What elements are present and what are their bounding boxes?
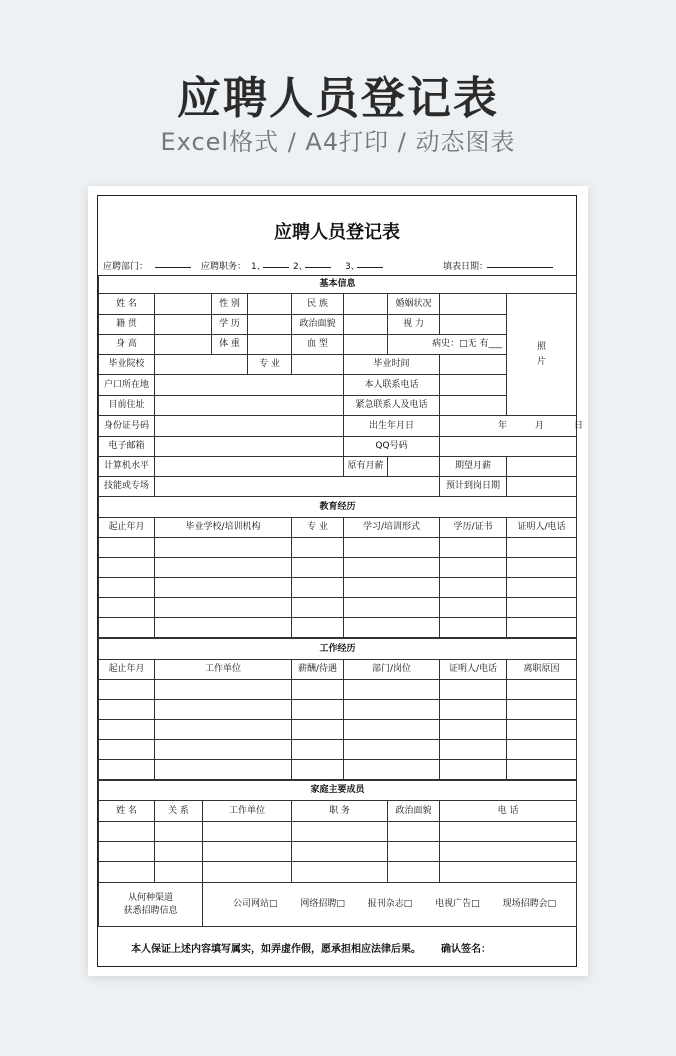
work-header: 薪酬/待遇 <box>292 660 344 680</box>
work-cell[interactable] <box>344 740 440 760</box>
label-major: 专 业 <box>248 355 292 375</box>
cell-gender[interactable] <box>248 294 292 315</box>
cell-email[interactable] <box>155 437 344 457</box>
family-header: 姓 名 <box>99 801 155 822</box>
cell-origin[interactable] <box>155 315 212 335</box>
edu-cell[interactable] <box>292 598 344 618</box>
family-cell[interactable] <box>155 842 203 862</box>
family-cell[interactable] <box>203 862 292 883</box>
edu-cell[interactable] <box>344 538 440 558</box>
table-row <box>99 598 577 618</box>
basic-info-table <box>98 275 584 497</box>
family-cell[interactable] <box>203 822 292 842</box>
work-cell[interactable] <box>440 760 507 780</box>
table-row <box>99 760 577 780</box>
cell-computer[interactable] <box>155 457 344 477</box>
work-cell[interactable] <box>155 740 292 760</box>
work-cell[interactable] <box>155 700 292 720</box>
work-header: 离职原因 <box>507 660 577 680</box>
edu-cell[interactable] <box>507 558 577 578</box>
label-grad-time: 毕业时间 <box>344 355 440 375</box>
photo-label-2: 片 <box>537 356 547 367</box>
work-header: 部门/岗位 <box>344 660 440 680</box>
edu-cell[interactable] <box>292 618 344 638</box>
label-email: 电子邮箱 <box>99 437 155 457</box>
cell-skills[interactable] <box>155 477 440 497</box>
birth-month-label: 月 <box>535 420 545 431</box>
work-cell[interactable] <box>440 700 507 720</box>
photo-label-1: 照 <box>537 341 547 352</box>
section-work: 工作经历 <box>99 639 577 660</box>
work-cell[interactable] <box>99 680 155 700</box>
cell-weight[interactable] <box>248 335 292 355</box>
work-cell[interactable] <box>155 720 292 740</box>
work-cell[interactable] <box>440 680 507 700</box>
edu-cell[interactable] <box>292 538 344 558</box>
edu-cell[interactable] <box>292 578 344 598</box>
work-header: 工作单位 <box>155 660 292 680</box>
source-option[interactable]: 公司网站□ <box>233 899 278 909</box>
position-1-line[interactable] <box>263 259 289 268</box>
position-3: 3、 <box>345 262 360 272</box>
family-cell[interactable] <box>292 822 388 842</box>
work-cell[interactable] <box>507 720 577 740</box>
work-cell[interactable] <box>507 680 577 700</box>
work-cell[interactable] <box>440 740 507 760</box>
work-cell[interactable] <box>155 680 292 700</box>
edu-cell[interactable] <box>440 538 507 558</box>
source-option[interactable]: 网络招聘□ <box>300 899 345 909</box>
cell-marital[interactable] <box>440 294 507 315</box>
work-cell[interactable] <box>155 760 292 780</box>
work-cell[interactable] <box>99 700 155 720</box>
edu-cell[interactable] <box>344 618 440 638</box>
cell-qq[interactable] <box>440 437 577 457</box>
work-cell[interactable] <box>507 740 577 760</box>
label-vision: 视 力 <box>388 315 440 335</box>
photo-box[interactable] <box>507 294 577 416</box>
label-marital: 婚姻状况 <box>388 294 440 315</box>
table-row <box>99 578 577 598</box>
edu-cell[interactable] <box>155 558 292 578</box>
table-row <box>99 720 577 740</box>
source-options <box>203 883 577 927</box>
work-cell[interactable] <box>99 760 155 780</box>
label-start-date: 预计到岗日期 <box>440 477 507 497</box>
edu-header: 学历/证书 <box>440 518 507 538</box>
edu-header: 毕业学校/培训机构 <box>155 518 292 538</box>
work-header: 证明人/电话 <box>440 660 507 680</box>
cell-name[interactable] <box>155 294 212 315</box>
edu-cell[interactable] <box>344 558 440 578</box>
cell-start-date[interactable] <box>507 477 577 497</box>
source-label-line-2: 获悉招聘信息 <box>123 905 178 916</box>
family-cell[interactable] <box>440 862 577 883</box>
form-paper <box>88 186 588 976</box>
label-blood: 血 型 <box>292 335 344 355</box>
edu-cell[interactable] <box>155 538 292 558</box>
cell-edu[interactable] <box>248 315 292 335</box>
label-origin: 籍 贯 <box>99 315 155 335</box>
cell-birth[interactable] <box>440 416 584 437</box>
edu-cell[interactable] <box>344 578 440 598</box>
edu-header: 证明人/电话 <box>507 518 577 538</box>
label-skills: 技能或专场 <box>99 477 155 497</box>
family-cell[interactable] <box>292 862 388 883</box>
pledge-text: 本人保证上述内容填写属实，如弄虚作假，愿承担相应法律后果。 <box>131 944 421 955</box>
work-cell[interactable] <box>292 760 344 780</box>
family-cell[interactable] <box>388 842 440 862</box>
date-label: 填表日期： <box>443 262 489 272</box>
edu-header: 学习/培训形式 <box>344 518 440 538</box>
section-family: 家庭主要成员 <box>99 781 577 801</box>
edu-cell[interactable] <box>440 618 507 638</box>
edu-cell[interactable] <box>99 598 155 618</box>
label-edu: 学 历 <box>212 315 248 335</box>
birth-day-label: 日 <box>574 420 584 431</box>
family-header: 电 话 <box>440 801 577 822</box>
form-frame <box>97 195 584 967</box>
label-gender: 性 别 <box>212 294 248 315</box>
source-label-line-1: 从何种渠道 <box>127 892 173 903</box>
family-cell[interactable] <box>388 822 440 842</box>
family-cell[interactable] <box>203 842 292 862</box>
cell-political[interactable] <box>344 315 388 335</box>
position-2: 2、 <box>293 262 308 272</box>
cell-prev-salary[interactable] <box>388 457 440 477</box>
work-cell[interactable] <box>99 720 155 740</box>
work-cell[interactable] <box>292 720 344 740</box>
table-row <box>99 822 577 842</box>
source-option[interactable]: 电视广告□ <box>435 899 480 909</box>
edu-cell[interactable] <box>155 598 292 618</box>
label-name: 姓 名 <box>99 294 155 315</box>
work-cell[interactable] <box>292 700 344 720</box>
family-header: 政治面貌 <box>388 801 440 822</box>
edu-header: 专 业 <box>292 518 344 538</box>
edu-cell[interactable] <box>440 578 507 598</box>
birth-year-label: 年 <box>498 420 508 431</box>
dept-label: 应聘部门： <box>103 262 149 272</box>
family-cell[interactable] <box>440 842 577 862</box>
work-header: 起止年月 <box>99 660 155 680</box>
cell-exp-salary[interactable] <box>507 457 577 477</box>
work-cell[interactable] <box>344 760 440 780</box>
work-cell[interactable] <box>507 760 577 780</box>
form-title: 应聘人员登记表 <box>274 222 400 243</box>
source-option[interactable]: 报刊杂志□ <box>367 899 413 909</box>
date-line[interactable] <box>487 259 553 268</box>
cell-height[interactable] <box>155 335 212 355</box>
position-3-line[interactable] <box>357 259 383 268</box>
position-2-line[interactable] <box>305 259 331 268</box>
dept-line[interactable] <box>155 259 191 268</box>
position-label: 应聘职务： <box>201 262 247 272</box>
medical-history[interactable]: 病史：□无 有___ <box>388 335 507 355</box>
source-option[interactable]: 现场招聘会□ <box>502 899 557 909</box>
education-table <box>98 496 577 638</box>
label-address: 目前住址 <box>99 396 155 416</box>
label-ethnic: 民 族 <box>292 294 344 315</box>
edu-cell[interactable] <box>507 598 577 618</box>
label-exp-salary: 期望月薪 <box>440 457 507 477</box>
edu-cell[interactable] <box>507 578 577 598</box>
work-cell[interactable] <box>507 700 577 720</box>
label-computer: 计算机水平 <box>99 457 155 477</box>
edu-cell[interactable] <box>292 558 344 578</box>
page-subtitle: Excel格式 / A4打印 / 动态图表 <box>160 128 516 156</box>
work-table <box>98 638 577 780</box>
signature-label: 确认签名： <box>441 944 491 955</box>
family-cell[interactable] <box>155 862 203 883</box>
label-prev-salary: 原有月薪 <box>344 457 388 477</box>
edu-cell[interactable] <box>155 618 292 638</box>
table-row <box>99 740 577 760</box>
family-cell[interactable] <box>292 842 388 862</box>
edu-cell[interactable] <box>99 558 155 578</box>
edu-cell[interactable] <box>99 578 155 598</box>
cell-id[interactable] <box>155 416 344 437</box>
work-cell[interactable] <box>344 720 440 740</box>
edu-header: 起止年月 <box>99 518 155 538</box>
cell-hukou[interactable] <box>155 375 344 396</box>
label-weight: 体 重 <box>212 335 248 355</box>
label-political: 政治面貌 <box>292 315 344 335</box>
table-row <box>99 842 577 862</box>
family-cell[interactable] <box>99 822 155 842</box>
edu-cell[interactable] <box>440 558 507 578</box>
cell-vision[interactable] <box>440 315 507 335</box>
table-row <box>99 680 577 700</box>
table-row <box>99 618 577 638</box>
table-row <box>99 538 577 558</box>
label-height: 身 高 <box>99 335 155 355</box>
family-cell[interactable] <box>388 862 440 883</box>
edu-cell[interactable] <box>507 538 577 558</box>
cell-major[interactable] <box>292 355 344 375</box>
cell-blood[interactable] <box>344 335 388 355</box>
label-id: 身份证号码 <box>99 416 155 437</box>
table-row <box>99 862 577 883</box>
edu-cell[interactable] <box>99 538 155 558</box>
edu-cell[interactable] <box>507 618 577 638</box>
cell-ethnic[interactable] <box>344 294 388 315</box>
family-header: 关 系 <box>155 801 203 822</box>
page-title: 应聘人员登记表 <box>177 73 499 124</box>
family-cell[interactable] <box>99 862 155 883</box>
label-birth: 出生年月日 <box>344 416 440 437</box>
family-cell[interactable] <box>440 822 577 842</box>
label-qq: QQ号码 <box>344 437 440 457</box>
section-education: 教育经历 <box>99 497 577 518</box>
cell-emergency[interactable] <box>440 396 507 416</box>
family-cell[interactable] <box>99 842 155 862</box>
family-table <box>98 780 577 927</box>
work-cell[interactable] <box>344 680 440 700</box>
work-cell[interactable] <box>292 740 344 760</box>
work-cell[interactable] <box>440 720 507 740</box>
work-cell[interactable] <box>292 680 344 700</box>
family-header: 工作单位 <box>203 801 292 822</box>
source-label <box>99 883 203 927</box>
edu-cell[interactable] <box>344 598 440 618</box>
edu-cell[interactable] <box>440 598 507 618</box>
meta-row <box>103 259 573 273</box>
work-cell[interactable] <box>344 700 440 720</box>
edu-cell[interactable] <box>155 578 292 598</box>
position-1: 1、 <box>251 262 266 272</box>
label-school: 毕业院校 <box>99 355 155 375</box>
label-emergency: 紧急联系人及电话 <box>344 396 440 416</box>
section-basic: 基本信息 <box>99 276 577 294</box>
cell-grad-time[interactable] <box>440 355 507 375</box>
label-phone: 本人联系电话 <box>344 375 440 396</box>
family-cell[interactable] <box>155 822 203 842</box>
table-row <box>99 700 577 720</box>
family-header: 职 务 <box>292 801 388 822</box>
table-row <box>99 558 577 578</box>
cell-address[interactable] <box>155 396 344 416</box>
work-cell[interactable] <box>99 740 155 760</box>
label-hukou: 户口所在地 <box>99 375 155 396</box>
cell-school[interactable] <box>155 355 248 375</box>
edu-cell[interactable] <box>99 618 155 638</box>
cell-phone[interactable] <box>440 375 507 396</box>
